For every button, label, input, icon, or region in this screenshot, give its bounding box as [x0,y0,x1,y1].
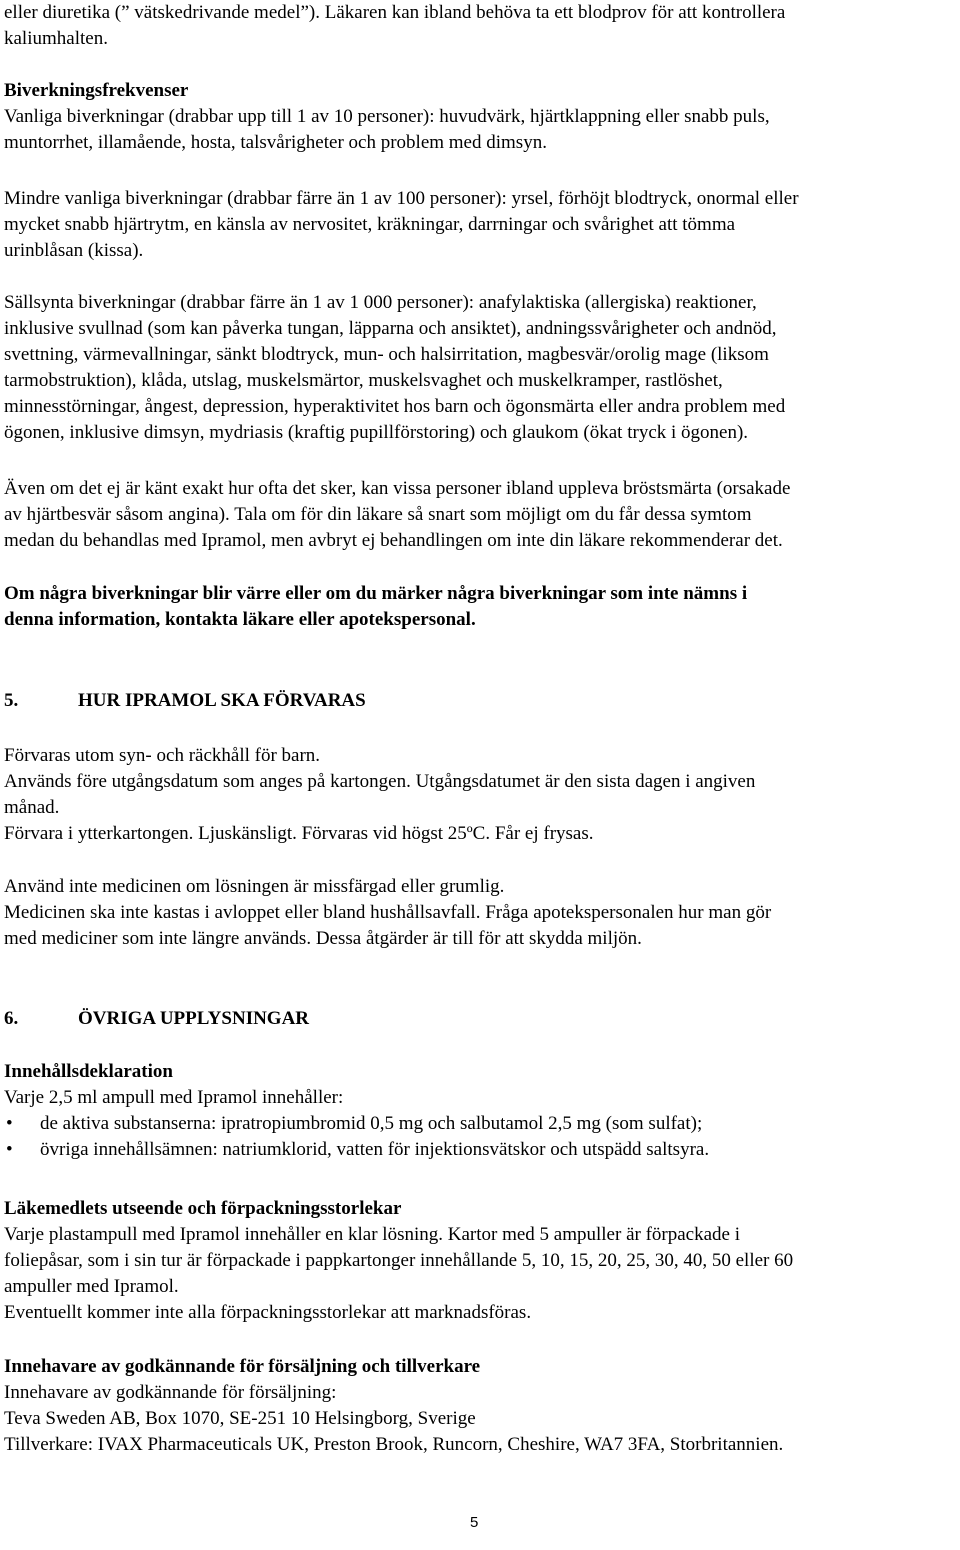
text-line: Sällsynta biverkningar (drabbar färre än 1 av 1 000 personer): anafylaktiska (allergiska) reaktioner, [4,292,757,313]
text-line: eller diuretika (” vätskedrivande medel”). Läkaren kan ibland behöva ta ett blodprov för att kontrollera [4,2,786,23]
text-line: Förvaras utom syn- och räckhåll för barn. [4,745,321,766]
section-number: 5. [4,690,19,711]
intro-paragraph [4,0,956,52]
uncommon-effects-paragraph [4,186,956,264]
frequency-heading: Biverkningsfrekvenser [4,80,189,101]
bullet-icon: • [6,1113,13,1134]
text-line: Används före utgångsdatum som anges på kartongen. Utgångsdatumet är den sista dagen i angiven [4,771,756,792]
warning-paragraph [4,581,956,633]
text-line: medan du behandlas med Ipramol, men avbryt ej behandlingen om inte din läkare rekommenderar det. [4,530,783,551]
section-number: 6. [4,1008,19,1029]
bullet-item [4,1137,956,1163]
text-line: av hjärtbesvär såsom angina). Tala om för din läkare så snart som möjligt om du får dessa symtom [4,504,752,525]
page-number: 5 [470,1514,479,1531]
text-line: Mindre vanliga biverkningar (drabbar färre än 1 av 100 personer): yrsel, förhöjt blodtryck, onormal eller [4,188,799,209]
text-line: muntorrhet, illamående, hosta, talsvårigheter och problem med dimsyn. [4,132,547,153]
text-line: mycket snabb hjärtrytm, en känsla av nervositet, kräkningar, darrningar och svårighet att tömma [4,214,736,235]
storage-paragraph [4,743,956,847]
holder-heading: Innehavare av godkännande för försäljning och tillverkare [4,1356,481,1377]
appearance-heading: Läkemedlets utseende och förpackningsstorlekar [4,1198,402,1219]
text-line: inklusive svullnad (som kan påverka tungan, läpparna och ansiktet), andningssvårigheter och andnöd, [4,318,777,339]
text-line: Tillverkare: IVAX Pharmaceuticals UK, Preston Brook, Runcorn, Cheshire, WA7 3FA, Storbritannien. [4,1434,784,1455]
text-line: tarmobstruktion), klåda, utslag, muskelsmärtor, muskelsvaghet och muskelkramper, rastlöshet, [4,370,723,391]
text-line: minnesstörningar, ångest, depression, hyperaktivitet hos barn och ögonsmärta eller andra problem med [4,396,786,417]
text-line: Varje plastampull med Ipramol innehåller en klar lösning. Kartor med 5 ampuller är förpackade i [4,1224,740,1245]
text-line: svettning, värmevallningar, sänkt blodtryck, mun- och halsirritation, magbesvär/orolig mage (liksom [4,344,769,365]
text-line: månad. [4,797,60,818]
bullet-icon: • [6,1139,13,1160]
text-line: Även om det ej är känt exakt hur ofta det sker, kan vissa personer ibland uppleva bröstsmärta (orsakade [4,478,791,499]
section-6-heading [4,1006,604,1032]
text-line: Om några biverkningar blir värre eller om du märker några biverkningar som inte nämns i [4,583,748,604]
appearance-section [4,1196,956,1326]
text-line: foliepåsar, som i sin tur är förpackade i pappkartonger innehållande 5, 10, 15, 20, 25, 30, 40, 50 eller 60 [4,1250,794,1271]
text-line: kaliumhalten. [4,28,108,49]
text-line: med mediciner som inte längre används. Dessa åtgärder är till för att skydda miljön. [4,928,642,949]
bullet-item [4,1111,956,1137]
text-line: Vanliga biverkningar (drabbar upp till 1 av 10 personer): huvudvärk, hjärtklappning eller snabb puls, [4,106,770,127]
text-line: Medicinen ska inte kastas i avloppet eller bland hushållsavfall. Fråga apotekspersonalen hur man gör [4,902,772,923]
text-line: urinblåsan (kissa). [4,240,144,261]
bullet-text: övriga innehållsämnen: natriumklorid, vatten för injektionsvätskor och utspädd saltsyra. [40,1139,710,1160]
frequency-section [4,78,956,156]
text-line: Eventuellt kommer inte alla förpackningsstorlekar att marknadsföras. [4,1302,532,1323]
contents-declaration [4,1059,956,1163]
text-line: Förvara i ytterkartongen. Ljuskänsligt. Förvaras vid högst 25ºC. Får ej frysas. [4,823,594,844]
holder-section [4,1354,956,1458]
bullet-text: de aktiva substanserna: ipratropiumbromid 0,5 mg och salbutamol 2,5 mg (som sulfat); [40,1113,703,1134]
disposal-paragraph [4,874,956,952]
section-5-heading [4,688,604,714]
contents-heading: Innehållsdeklaration [4,1061,173,1082]
text-line: Teva Sweden AB, Box 1070, SE-251 10 Helsingborg, Sverige [4,1408,476,1429]
text-line: ögonen, inklusive dimsyn, mydriasis (kraftig pupillförstoring) och glaukom (ökat tryck i ögonen). [4,422,749,443]
text-line: denna information, kontakta läkare eller apotekspersonal. [4,609,476,630]
text-line: Använd inte medicinen om lösningen är missfärgad eller grumlig. [4,876,505,897]
unknown-frequency-paragraph [4,476,956,554]
text-line: ampuller med Ipramol. [4,1276,179,1297]
text-line: Varje 2,5 ml ampull med Ipramol innehåller: [4,1087,344,1108]
section-title: ÖVRIGA UPPLYSNINGAR [78,1008,310,1029]
section-title: HUR IPRAMOL SKA FÖRVARAS [78,690,366,711]
rare-effects-paragraph [4,290,956,446]
text-line: Innehavare av godkännande för försäljning: [4,1382,337,1403]
